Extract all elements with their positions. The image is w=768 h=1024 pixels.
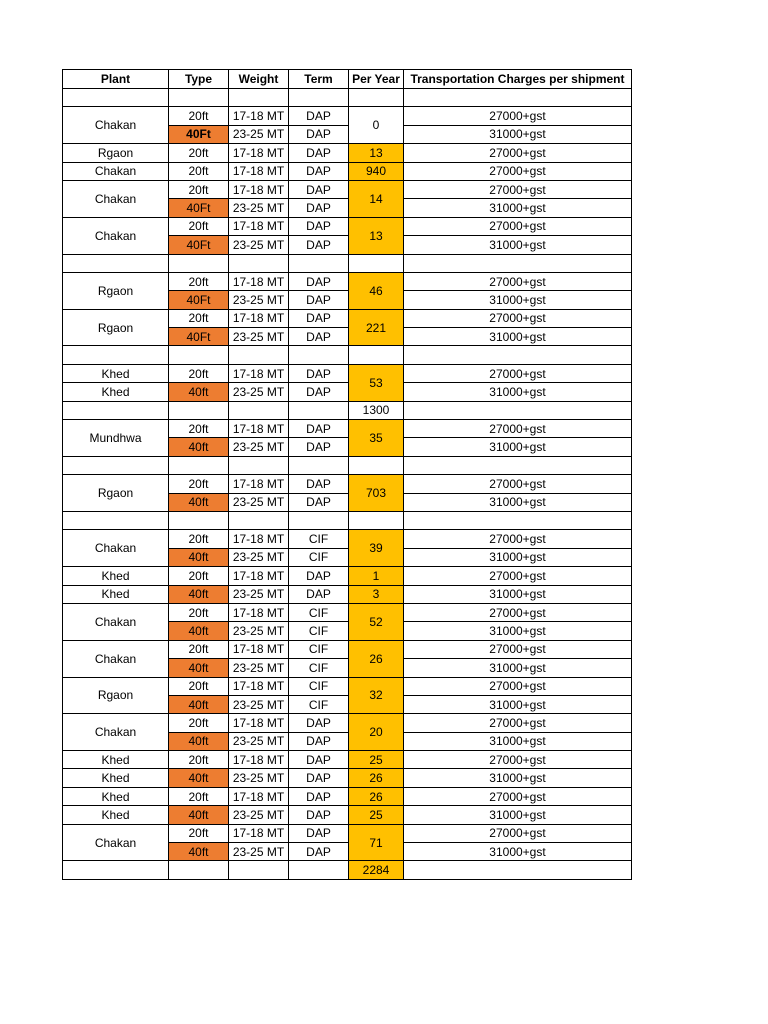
type-cell — [169, 89, 229, 107]
per-year-cell: 26 — [349, 640, 404, 677]
weight-cell: 23-25 MT — [229, 236, 289, 254]
term-cell: CIF — [289, 603, 349, 621]
plant-cell: Khed — [63, 383, 169, 401]
charge-cell: 31000+gst — [404, 622, 632, 640]
per-year-cell: 20 — [349, 714, 404, 751]
type-header: Type — [169, 70, 229, 89]
table-row — [63, 806, 632, 824]
plant-cell — [63, 401, 169, 419]
table-row — [63, 769, 632, 787]
term-cell — [289, 254, 349, 272]
charge-cell: 27000+gst — [404, 420, 632, 438]
charge-cell: 31000+gst — [404, 328, 632, 346]
plant-cell: Chakan — [63, 714, 169, 751]
per-year-cell: 26 — [349, 769, 404, 787]
charge-cell: 27000+gst — [404, 162, 632, 180]
term-cell: DAP — [289, 843, 349, 861]
weight-cell: 23-25 MT — [229, 125, 289, 143]
transport-table — [62, 69, 632, 880]
plant-cell: Chakan — [63, 107, 169, 144]
per-year-cell: 35 — [349, 420, 404, 457]
per-year-cell: 940 — [349, 162, 404, 180]
term-cell: DAP — [289, 493, 349, 511]
charge-cell: 27000+gst — [404, 364, 632, 382]
charge-cell: 27000+gst — [404, 567, 632, 585]
plant-cell: Rgaon — [63, 309, 169, 346]
table-row — [63, 787, 632, 805]
plant-cell — [63, 346, 169, 364]
type-cell: 20ft — [169, 751, 229, 769]
term-cell: DAP — [289, 567, 349, 585]
term-cell: DAP — [289, 475, 349, 493]
charge-cell: 31000+gst — [404, 291, 632, 309]
type-cell: 40Ft — [169, 291, 229, 309]
type-cell: 40ft — [169, 493, 229, 511]
plant-cell: Chakan — [63, 530, 169, 567]
type-cell: 40ft — [169, 732, 229, 750]
table-row — [63, 346, 632, 364]
type-cell — [169, 254, 229, 272]
table-row — [63, 309, 632, 327]
charge-cell: 27000+gst — [404, 475, 632, 493]
table-row — [63, 144, 632, 162]
charge-cell — [404, 456, 632, 474]
charge-cell: 31000+gst — [404, 585, 632, 603]
weight-cell: 23-25 MT — [229, 548, 289, 566]
type-cell: 20ft — [169, 640, 229, 658]
charge-cell: 27000+gst — [404, 180, 632, 198]
charge-header: Transportation Charges per shipment — [404, 70, 632, 89]
charge-cell — [404, 346, 632, 364]
per-year-cell — [349, 456, 404, 474]
plant-cell: Chakan — [63, 603, 169, 640]
table-row — [63, 677, 632, 695]
plant-cell — [63, 254, 169, 272]
charge-cell: 31000+gst — [404, 843, 632, 861]
type-cell: 20ft — [169, 217, 229, 235]
table-row — [63, 640, 632, 658]
charge-cell: 27000+gst — [404, 309, 632, 327]
type-cell: 40ft — [169, 585, 229, 603]
per-year-cell: 13 — [349, 144, 404, 162]
plant-cell: Rgaon — [63, 475, 169, 512]
term-cell: DAP — [289, 383, 349, 401]
charge-cell: 31000+gst — [404, 125, 632, 143]
weight-cell: 17-18 MT — [229, 714, 289, 732]
term-cell: DAP — [289, 787, 349, 805]
table-row — [63, 567, 632, 585]
charge-cell: 31000+gst — [404, 659, 632, 677]
plant-header: Plant — [63, 70, 169, 89]
term-cell: DAP — [289, 732, 349, 750]
type-cell: 40Ft — [169, 328, 229, 346]
type-cell: 20ft — [169, 364, 229, 382]
type-cell — [169, 861, 229, 879]
table-row — [63, 364, 632, 382]
type-cell: 20ft — [169, 107, 229, 125]
weight-cell: 17-18 MT — [229, 475, 289, 493]
type-cell: 20ft — [169, 787, 229, 805]
table-row — [63, 89, 632, 107]
type-cell: 40ft — [169, 383, 229, 401]
charge-cell: 27000+gst — [404, 640, 632, 658]
term-cell: DAP — [289, 162, 349, 180]
term-cell: DAP — [289, 144, 349, 162]
weight-cell: 17-18 MT — [229, 677, 289, 695]
per-year-cell: 25 — [349, 751, 404, 769]
type-cell: 20ft — [169, 309, 229, 327]
weight-cell: 23-25 MT — [229, 769, 289, 787]
term-cell — [289, 511, 349, 529]
type-cell: 40Ft — [169, 125, 229, 143]
term-cell: CIF — [289, 695, 349, 713]
charge-cell: 27000+gst — [404, 144, 632, 162]
term-cell: DAP — [289, 328, 349, 346]
charge-cell: 31000+gst — [404, 806, 632, 824]
term-cell: DAP — [289, 291, 349, 309]
weight-cell: 17-18 MT — [229, 787, 289, 805]
weight-cell — [229, 401, 289, 419]
table-row — [63, 272, 632, 290]
weight-cell: 23-25 MT — [229, 585, 289, 603]
term-cell: CIF — [289, 622, 349, 640]
plant-cell: Khed — [63, 567, 169, 585]
weight-cell: 23-25 MT — [229, 438, 289, 456]
type-cell: 20ft — [169, 603, 229, 621]
type-cell: 20ft — [169, 824, 229, 842]
per-year-cell: 52 — [349, 603, 404, 640]
type-cell: 20ft — [169, 714, 229, 732]
term-cell: DAP — [289, 309, 349, 327]
term-cell: DAP — [289, 585, 349, 603]
term-cell: DAP — [289, 107, 349, 125]
per-year-cell: 13 — [349, 217, 404, 254]
charge-cell: 27000+gst — [404, 787, 632, 805]
per-year-cell: 32 — [349, 677, 404, 714]
term-cell: DAP — [289, 125, 349, 143]
weight-cell: 17-18 MT — [229, 272, 289, 290]
weight-cell: 17-18 MT — [229, 162, 289, 180]
weight-cell: 17-18 MT — [229, 144, 289, 162]
term-cell: DAP — [289, 199, 349, 217]
plant-cell: Khed — [63, 751, 169, 769]
table-row — [63, 107, 632, 125]
charge-cell: 27000+gst — [404, 751, 632, 769]
weight-cell: 23-25 MT — [229, 383, 289, 401]
term-cell: CIF — [289, 530, 349, 548]
plant-cell: Rgaon — [63, 272, 169, 309]
per-year-cell: 39 — [349, 530, 404, 567]
type-cell — [169, 346, 229, 364]
term-cell: DAP — [289, 769, 349, 787]
type-cell: 20ft — [169, 530, 229, 548]
charge-cell: 31000+gst — [404, 493, 632, 511]
type-cell: 40ft — [169, 806, 229, 824]
charge-cell: 27000+gst — [404, 272, 632, 290]
term-cell — [289, 456, 349, 474]
per-year-cell: 26 — [349, 787, 404, 805]
term-cell: DAP — [289, 364, 349, 382]
header-row — [63, 70, 632, 89]
term-cell: DAP — [289, 714, 349, 732]
type-cell: 40ft — [169, 548, 229, 566]
type-cell: 40ft — [169, 438, 229, 456]
weight-cell: 23-25 MT — [229, 291, 289, 309]
per-year-cell: 71 — [349, 824, 404, 861]
table-row — [63, 456, 632, 474]
type-cell: 20ft — [169, 677, 229, 695]
total-row — [63, 861, 632, 879]
type-cell: 20ft — [169, 420, 229, 438]
type-cell: 20ft — [169, 144, 229, 162]
charge-cell — [404, 89, 632, 107]
per-year-header: Per Year — [349, 70, 404, 89]
term-cell — [289, 861, 349, 879]
term-cell: CIF — [289, 640, 349, 658]
charge-cell: 27000+gst — [404, 217, 632, 235]
weight-cell: 17-18 MT — [229, 309, 289, 327]
weight-cell: 17-18 MT — [229, 180, 289, 198]
weight-cell: 17-18 MT — [229, 217, 289, 235]
weight-cell: 17-18 MT — [229, 824, 289, 842]
per-year-cell — [349, 254, 404, 272]
term-cell: DAP — [289, 236, 349, 254]
term-cell — [289, 89, 349, 107]
table-row — [63, 254, 632, 272]
charge-cell: 27000+gst — [404, 714, 632, 732]
plant-cell: Rgaon — [63, 144, 169, 162]
plant-cell — [63, 861, 169, 879]
table-row — [63, 603, 632, 621]
term-cell: DAP — [289, 438, 349, 456]
plant-cell: Chakan — [63, 824, 169, 861]
type-cell: 40Ft — [169, 199, 229, 217]
charge-cell: 27000+gst — [404, 677, 632, 695]
table-row — [63, 420, 632, 438]
weight-cell: 17-18 MT — [229, 567, 289, 585]
weight-cell: 23-25 MT — [229, 199, 289, 217]
plant-cell: Mundhwa — [63, 420, 169, 457]
per-year-total-cell: 2284 — [349, 861, 404, 879]
table-row — [63, 714, 632, 732]
table-row — [63, 475, 632, 493]
per-year-cell: 25 — [349, 806, 404, 824]
weight-cell: 17-18 MT — [229, 530, 289, 548]
charge-cell: 27000+gst — [404, 530, 632, 548]
charge-cell: 31000+gst — [404, 548, 632, 566]
per-year-cell: 14 — [349, 180, 404, 217]
type-cell: 20ft — [169, 162, 229, 180]
weight-cell: 23-25 MT — [229, 493, 289, 511]
type-cell — [169, 511, 229, 529]
table-row — [63, 585, 632, 603]
term-cell: CIF — [289, 548, 349, 566]
weight-cell: 23-25 MT — [229, 806, 289, 824]
term-cell: DAP — [289, 420, 349, 438]
charge-cell: 31000+gst — [404, 769, 632, 787]
charge-cell: 27000+gst — [404, 107, 632, 125]
per-year-cell — [349, 89, 404, 107]
per-year-cell: 703 — [349, 475, 404, 512]
plant-cell — [63, 456, 169, 474]
charge-cell: 31000+gst — [404, 438, 632, 456]
type-cell: 40ft — [169, 769, 229, 787]
plant-cell: Khed — [63, 585, 169, 603]
term-cell: DAP — [289, 806, 349, 824]
type-cell: 40ft — [169, 695, 229, 713]
charge-cell: 31000+gst — [404, 199, 632, 217]
per-year-cell: 53 — [349, 364, 404, 401]
term-cell: CIF — [289, 659, 349, 677]
weight-cell: 17-18 MT — [229, 640, 289, 658]
charge-cell: 31000+gst — [404, 695, 632, 713]
term-cell: CIF — [289, 677, 349, 695]
plant-cell: Chakan — [63, 217, 169, 254]
type-cell: 20ft — [169, 180, 229, 198]
term-header: Term — [289, 70, 349, 89]
charge-cell: 31000+gst — [404, 732, 632, 750]
term-cell: DAP — [289, 272, 349, 290]
term-cell — [289, 401, 349, 419]
weight-cell: 23-25 MT — [229, 695, 289, 713]
weight-cell: 17-18 MT — [229, 107, 289, 125]
per-year-cell: 46 — [349, 272, 404, 309]
plant-cell: Chakan — [63, 180, 169, 217]
plant-cell: Rgaon — [63, 677, 169, 714]
per-year-cell: 1 — [349, 567, 404, 585]
term-cell: DAP — [289, 751, 349, 769]
plant-cell: Khed — [63, 806, 169, 824]
type-cell: 20ft — [169, 475, 229, 493]
charge-cell — [404, 254, 632, 272]
weight-cell: 23-25 MT — [229, 659, 289, 677]
weight-cell: 23-25 MT — [229, 843, 289, 861]
table-row — [63, 180, 632, 198]
weight-cell — [229, 346, 289, 364]
weight-cell — [229, 456, 289, 474]
table-row — [63, 530, 632, 548]
charge-cell: 31000+gst — [404, 236, 632, 254]
type-cell: 40ft — [169, 659, 229, 677]
term-cell — [289, 346, 349, 364]
per-year-cell — [349, 346, 404, 364]
table-row — [63, 383, 632, 401]
type-cell: 40ft — [169, 843, 229, 861]
type-cell: 20ft — [169, 567, 229, 585]
table-row — [63, 401, 632, 419]
weight-cell — [229, 254, 289, 272]
per-year-cell: 3 — [349, 585, 404, 603]
plant-cell: Khed — [63, 787, 169, 805]
per-year-cell — [349, 511, 404, 529]
table-row — [63, 217, 632, 235]
plant-cell — [63, 89, 169, 107]
weight-cell: 23-25 MT — [229, 328, 289, 346]
weight-cell — [229, 861, 289, 879]
plant-cell — [63, 511, 169, 529]
plant-cell: Chakan — [63, 162, 169, 180]
per-year-subtotal-cell: 1300 — [349, 401, 404, 419]
table-row — [63, 162, 632, 180]
type-cell: 40Ft — [169, 236, 229, 254]
table-row — [63, 751, 632, 769]
term-cell: DAP — [289, 217, 349, 235]
table-row — [63, 511, 632, 529]
term-cell: DAP — [289, 824, 349, 842]
plant-cell: Khed — [63, 769, 169, 787]
plant-cell: Chakan — [63, 640, 169, 677]
per-year-cell: 0 — [349, 107, 404, 144]
charge-cell — [404, 511, 632, 529]
type-cell — [169, 456, 229, 474]
plant-cell: Khed — [63, 364, 169, 382]
table-row — [63, 824, 632, 842]
weight-cell: 17-18 MT — [229, 420, 289, 438]
type-cell: 20ft — [169, 272, 229, 290]
weight-header: Weight — [229, 70, 289, 89]
weight-cell: 17-18 MT — [229, 751, 289, 769]
weight-cell — [229, 89, 289, 107]
charge-cell: 31000+gst — [404, 383, 632, 401]
weight-cell: 17-18 MT — [229, 364, 289, 382]
weight-cell: 23-25 MT — [229, 622, 289, 640]
charge-cell — [404, 401, 632, 419]
charge-cell — [404, 861, 632, 879]
weight-cell: 17-18 MT — [229, 603, 289, 621]
weight-cell: 23-25 MT — [229, 732, 289, 750]
charge-cell: 27000+gst — [404, 603, 632, 621]
term-cell: DAP — [289, 180, 349, 198]
weight-cell — [229, 511, 289, 529]
charge-cell: 27000+gst — [404, 824, 632, 842]
type-cell — [169, 401, 229, 419]
type-cell: 40ft — [169, 622, 229, 640]
per-year-cell: 221 — [349, 309, 404, 346]
